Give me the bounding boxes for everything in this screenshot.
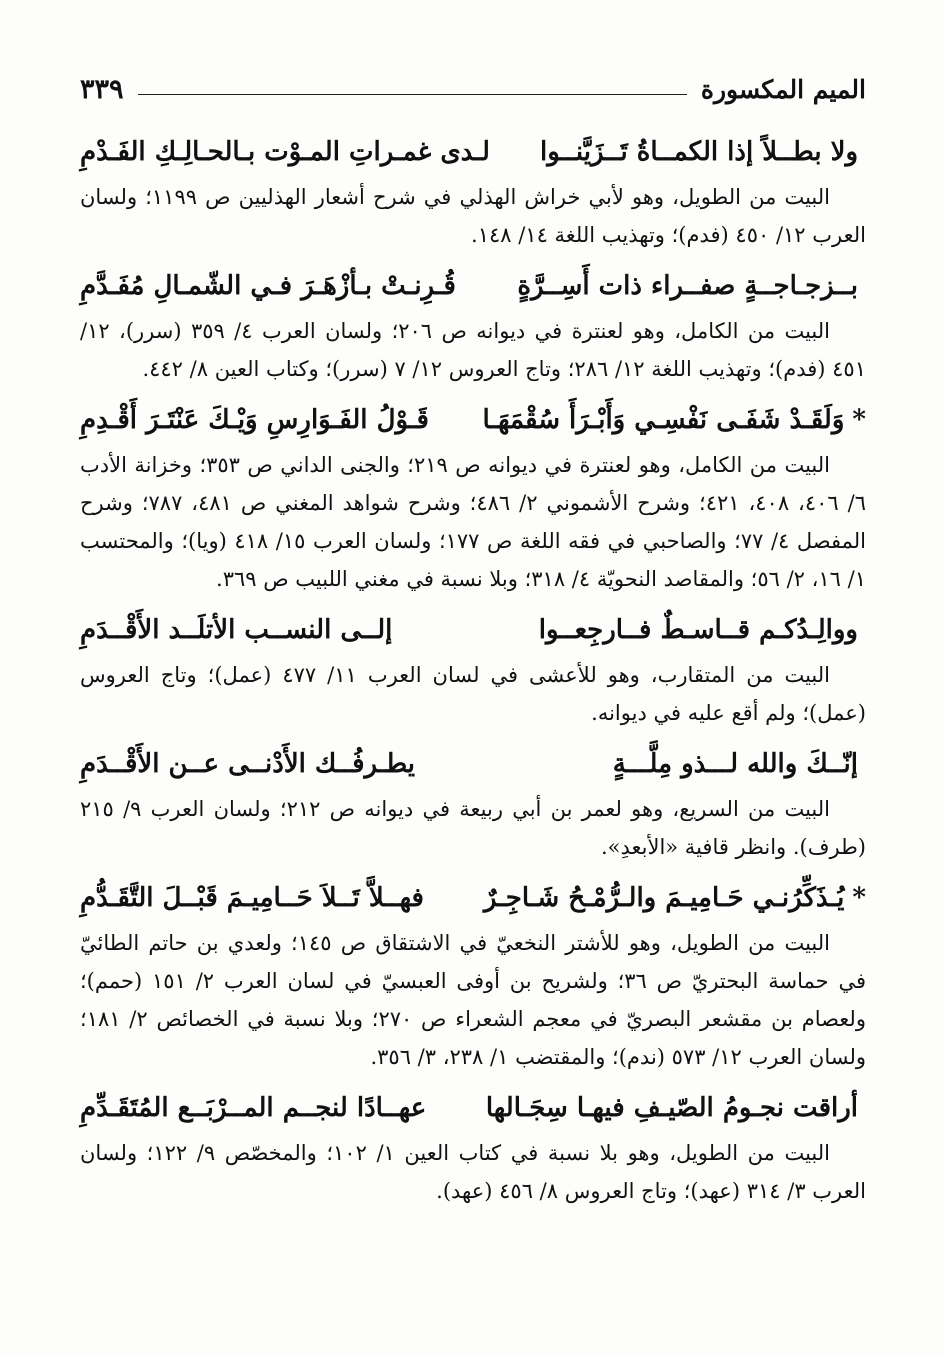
- page-content: [80, 126, 866, 1216]
- entry-note: البيت من الكامل، وهو لعنترة في ديوانه ص ٢٠٦؛ ولسان العرب ٤/ ٣٥٩ (سرر)، ١٢/ ٤٥١ (فدم)؛ وتهذيب اللغة ١٢/ ٢٨٦؛ وتاج العروس ١٢/ ٧ (سرر)؛ وكتاب العين ٨/ ٤٤٢.: [80, 319, 866, 381]
- first-hemistich-text: بــزجـاجــةٍ صفــراء ذات أَسِــرَّةٍ: [517, 271, 858, 301]
- first-hemistich-text: ووالِـدُكـم قــاسـطٌ فــارجِعــوا: [538, 615, 858, 645]
- entry-note: البيت من الطويل، وهو بلا نسبة في كتاب العين ١/ ١٠٢؛ والمخصّص ٩/ ١٢٢؛ ولسان العرب ٣/ ٣١٤ (عهد)؛ وتاج العروس ٨/ ٤٥٦ (عهد).: [80, 1141, 866, 1203]
- entry: [80, 604, 866, 732]
- entry-note: البيت من المتقارب، وهو للأعشى في لسان العرب ١١/ ٤٧٧ (عمل)؛ وتاج العروس (عمل)؛ ولم أقع عليه في ديوانه.: [80, 663, 866, 725]
- entry: [80, 872, 866, 1076]
- first-hemistich-text: يُـذَكِّرُنـي حَـامِيـمَ والـرُّمْـحُ شَـاجِـرٌ: [483, 883, 845, 913]
- first-hemistich-text: وَلَقَـدْ شَفَـى نَفْسِـي وَأَبْـرَأَ سُقْمَهَـا: [482, 405, 845, 435]
- first-hemistich: [486, 1082, 866, 1134]
- first-hemistich-text: أراقت نجـومُ الصّيـفِ فيهـا سِجَـالها: [485, 1093, 858, 1123]
- header-rule: [138, 94, 687, 95]
- page-number: ٣٣٩: [80, 73, 124, 105]
- second-hemistich: قُـرِنـتْ بـأزْهَـرَ فـي الشّمـالِ مُفَـدَّمِ: [80, 271, 456, 301]
- verse-line: [80, 738, 866, 790]
- first-hemistich-text: ولا بطــلاً إذا الكمــاةُ تَــزَيَّنــوا: [539, 137, 858, 167]
- entry: [80, 126, 866, 254]
- second-hemistich: فهــلاَّ تَــلاَ حَــامِيـمَ قَبْــلَ التَّقَـدُّمِ: [80, 883, 424, 913]
- second-hemistich: يطـرفُــك الأَدْنــى عــن الأَقْــدَمِ: [80, 749, 416, 779]
- first-hemistich: [482, 394, 866, 446]
- verse-line: [80, 872, 866, 924]
- entry: [80, 260, 866, 388]
- entry: [80, 1082, 866, 1210]
- first-hemistich: [517, 260, 866, 312]
- second-hemistich: لـدى غمـراتِ المـوْت بـالحـالِـكِ الفَـدْمِ: [80, 137, 490, 167]
- verse-line: [80, 604, 866, 656]
- star-marker: *: [852, 405, 866, 435]
- page-header: [80, 66, 866, 112]
- second-hemistich: عهــادًا لنجــم المــرْبَــع المُتَقَـدِّمِ: [80, 1093, 427, 1123]
- second-hemistich: قَـوْلُ الفَـوَارِسِ وَيْـكَ عَنْتَـرَ أَقْـدِمِ: [80, 405, 429, 435]
- verse-line: [80, 394, 866, 446]
- entry-note: البيت من السريع، وهو لعمر بن أبي ربيعة في ديوانه ص ٢١٢؛ ولسان العرب ٩/ ٢١٥ (طرف). وانظر قافية «الأبعدِ».: [80, 797, 866, 859]
- second-hemistich: إلــى النســب الأتلَــد الأَقْــدَمِ: [80, 615, 393, 645]
- verse-line: [80, 1082, 866, 1134]
- entry: [80, 394, 866, 598]
- entry: [80, 738, 866, 866]
- entry-note: البيت من الكامل، وهو لعنترة في ديوانه ص ٢١٩؛ والجنى الداني ص ٣٥٣؛ وخزانة الأدب ٦/ ٤٠٦، ٤٠٨، ٤٢١؛ وشرح الأشموني ٢/ ٤٨٦؛ وشرح شواهد المغني ص ٤٨١، ٧٨٧؛ وشرح المفصل ٤/ ٧٧؛ والصاحبي في فقه اللغة ص ١٧٧؛ ولسان العرب ١٥/ ٤١٨ (ويا)؛ والمحتسب ١/ ١٦، ٢/ ٥٦؛ والمقاصد النحويّة ٤/ ٣١٨؛ وبلا نسبة في مغني اللبيب ص ٣٦٩.: [80, 453, 866, 591]
- first-hemistich: [540, 126, 866, 178]
- first-hemistich: [613, 738, 866, 790]
- first-hemistich-text: إنّــكَ والله لـــذو مِلَّـــةٍ: [612, 749, 858, 779]
- first-hemistich: [484, 872, 866, 924]
- section-title: الميم المكسورة: [700, 74, 866, 104]
- verse-line: [80, 260, 866, 312]
- verse-line: [80, 126, 866, 178]
- entry-note: البيت من الطويل، وهو للأشتر النخعيّ في الاشتقاق ص ١٤٥؛ ولعدي بن حاتم الطائيّ في حماسة البحتريّ ص ٣٦؛ ولشريح بن أوفى العبسيّ في لسان العرب ٢/ ١٥١ (حمم)؛ ولعصام بن مقشعر البصريّ في معجم الشعراء ص ٢٧٠؛ وبلا نسبة في الخصائص ٢/ ١٨١؛ ولسان العرب ١٢/ ٥٧٣ (ندم)؛ والمقتضب ١/ ٢٣٨، ٣/ ٣٥٦.: [80, 931, 866, 1069]
- star-marker: *: [852, 883, 866, 913]
- first-hemistich: [539, 604, 866, 656]
- entry-note: البيت من الطويل، وهو لأبي خراش الهذلي في شرح أشعار الهذليين ص ١١٩٩؛ ولسان العرب ١٢/ ٤٥٠ (فدم)؛ وتهذيب اللغة ١٤/ ١٤٨.: [80, 185, 866, 247]
